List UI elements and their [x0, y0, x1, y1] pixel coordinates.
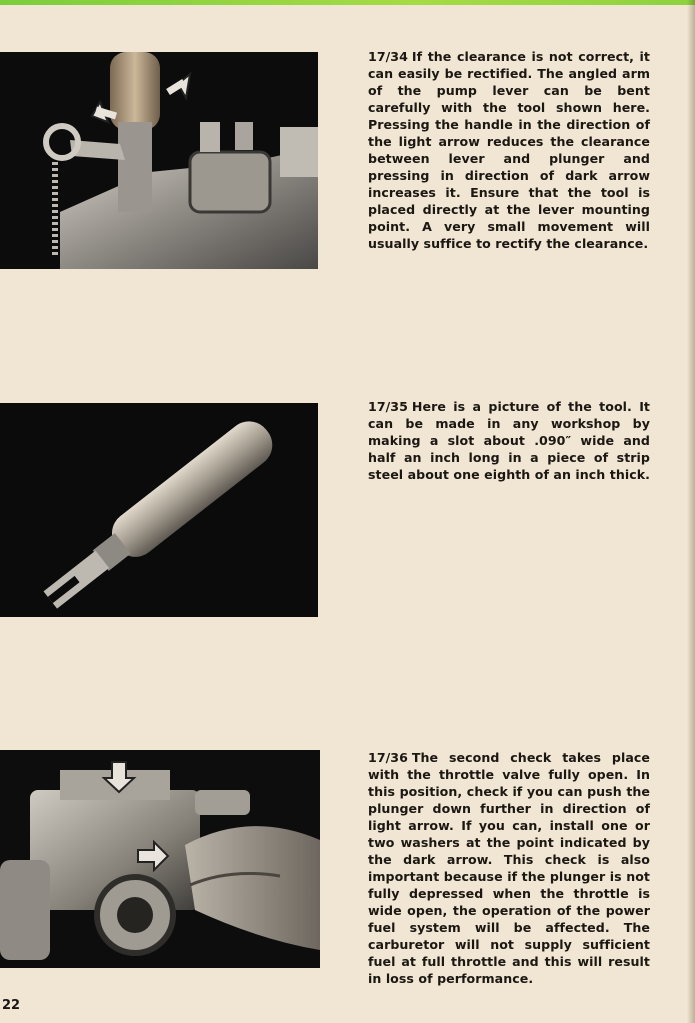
photo-throttle-check	[0, 750, 320, 968]
section-number: 17/36	[368, 750, 408, 765]
section-number: 17/34	[368, 49, 408, 64]
photo-tool-on-pump-lever	[0, 52, 318, 269]
photo-bending-tool	[0, 403, 318, 617]
page-number: 22	[2, 998, 21, 1013]
page-edge-shadow	[687, 0, 695, 1023]
section-17-34	[368, 48, 650, 252]
section-17-35	[368, 398, 650, 483]
section-text: Here is a picture of the tool. It can be made in any workshop by making a slot about .090″ wide and half an inch long in a piece of strip steel about one eighth of an inch thick.	[368, 399, 650, 482]
section-17-36	[368, 749, 650, 987]
section-number: 17/35	[368, 399, 408, 414]
section-text: The second check takes place with the throttle valve fully open. In this position, check if you can push the plunger down further in direction of light arrow. If you can, install one or two washers at the point indicated by the dark arrow. This check is also important because if the plunger is not fully depressed when the throttle is wide open, the operation of the power fuel system will be affected. The carburetor will not supply sufficient fuel at full throttle and this will result in loss of performance.	[368, 750, 650, 986]
top-color-stripe	[0, 0, 695, 5]
section-text: If the clearance is not correct, it can easily be rectified. The angled arm of the pump lever can be bent carefully with the tool shown here. Pressing the handle in the direction of the light arrow reduces the clearance between lever and plunger and pressing in direction of dark arrow increases it. Ensure that the tool is placed directly at the lever mounting point. A very small movement will usually suffice to rectify the clearance.	[368, 49, 650, 251]
